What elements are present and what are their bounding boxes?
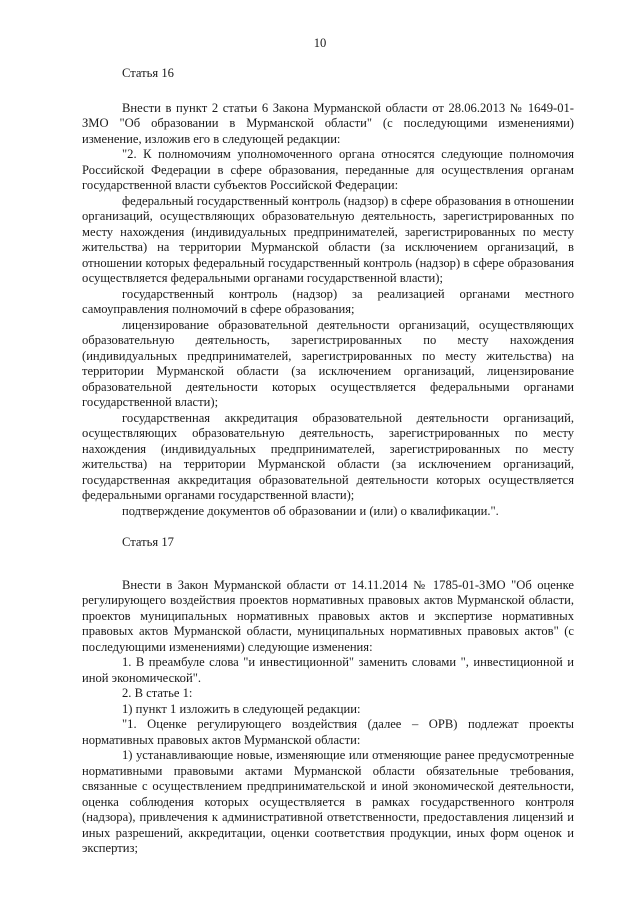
article-16-paragraph: государственная аккредитация образовательной деятельности организаций, осуществляющих образовательную деятельность, зарегистрированных по месту нахождения (индивидуальных предпринимателей, зарегистрированных по месту жительства) на территории Мурманской области (за исключением организаций, государственная аккредитация образовательной деятельности которых осуществляется федеральными органами государственной власти); (82, 410, 574, 502)
article-17-paragraph: 1) пункт 1 изложить в следующей редакции: (122, 701, 361, 716)
article-16-intro: Внести в пункт 2 статьи 6 Закона Мурманской области от 28.06.2013 № 1649-01-ЗМО "Об образовании в Мурманской области" (с последующими изменениями) изменение, изложив его в следующей редакции: (82, 100, 574, 146)
article-16-paragraph: подтверждение документов об образовании и (или) о квалификации.". (122, 503, 499, 518)
article-16-paragraph: "2. К полномочиям уполномоченного органа относятся следующие полномочия Российской Федерации в сфере образования, переданные для осуществления органам государственной власти субъектов Российской Федерации: (82, 147, 574, 192)
article-16-paragraph: государственный контроль (надзор) за реализацией органами местного самоуправления полномочий в сфере образования; (82, 286, 574, 316)
article-17-paragraph: 1) устанавливающие новые, изменяющие или отменяющие ранее предусмотренные нормативными правовыми актами Мурманской области обязательные требования, связанные с осуществлением предпринимательской и иной экономической деятельности, оценка соблюдения которых осуществляется в рамках государственного контроля (надзора), привлечения к административной ответственности, предоставления лицензий и иных разрешений, аккредитации, оценки соответствия продукции, иных форм оценок и экспертиз; (82, 748, 574, 855)
article-16-paragraph: лицензирование образовательной деятельности организаций, осуществляющих образовательную деятельность, зарегистрированных по месту нахождения (индивидуальных предпринимателей, зарегистрированных по месту жительства) на территории Мурманской области (за исключением организаций, лицензирование образовательной деятельности которых осуществляется федеральными органами государственной власти); (82, 317, 574, 409)
article-17-paragraph: 2. В статье 1: (122, 686, 193, 700)
article-16-paragraph: федеральный государственный контроль (надзор) в сфере образования в отношении организаций, осуществляющих образовательную деятельность, зарегистрированных по месту нахождения (индивидуальных предпринимателей, зарегистрированных по месту жительства) на территории Мурманской области (за исключением организаций, в отношении которых федеральный государственный контроль (надзор) в сфере образования осуществляется федеральными органами государственной власти); (82, 193, 574, 285)
article-17-paragraph: 1. В преамбуле слова "и инвестиционной" заменить словами ", инвестиционной и иной экономической". (82, 655, 574, 685)
article-16-heading: Статья 16 (122, 66, 174, 80)
document-body (82, 66, 574, 857)
page-number: 10 (313, 36, 327, 50)
article-17-paragraph: "1. Оценке регулирующего воздействия (далее – ОРВ) подлежат проекты нормативных правовых актов Мурманской области: (82, 717, 574, 747)
article-17-intro: Внести в Закон Мурманской области от 14.11.2014 № 1785-01-ЗМО "Об оценке регулирующего воздействия проектов нормативных правовых актов Мурманской области, проектов муниципальных нормативных правовых актов и экспертизе нормативных правовых актов Мурманской области, муниципальных нормативных правовых актов" (с последующими изменениями) следующие изменения: (82, 577, 574, 654)
article-17-heading: Статья 17 (122, 535, 174, 549)
